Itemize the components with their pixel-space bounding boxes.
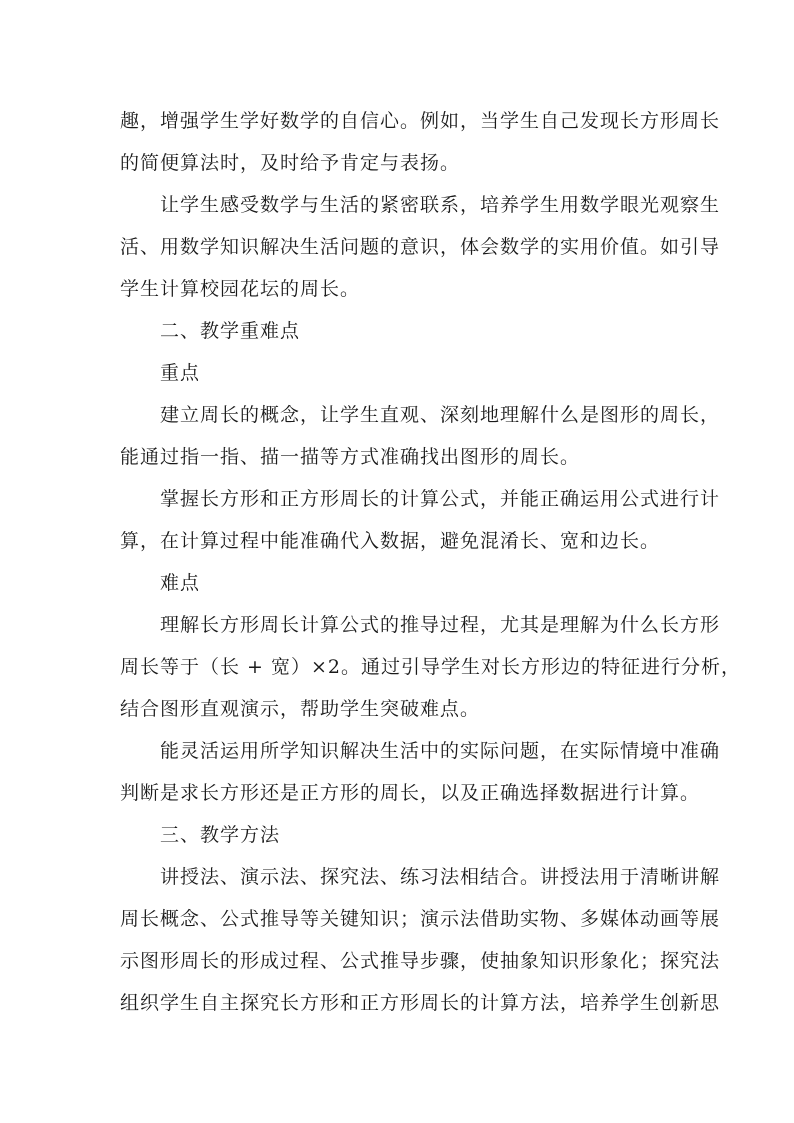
text-line: 建立周长的概念，让学生直观、深刻地理解什么是图形的周长，: [160, 404, 721, 426]
text-line: 周长概念、公式推导等关键知识；演示法借助实物、多媒体动画等展: [120, 908, 721, 930]
text-line: 让学生感受数学与生活的紧密联系，培养学生用数学眼光观察生: [160, 194, 721, 216]
text-line: 学生计算校园花坛的周长。: [120, 278, 361, 300]
text-line: 掌握长方形和正方形周长的计算公式，并能正确运用公式进行计: [160, 488, 721, 510]
subheading-difficult-points: [120, 562, 690, 604]
subheading-key-points: [120, 352, 690, 394]
subheading-text: 重点: [160, 362, 201, 384]
section-heading-teaching-methods: [120, 814, 690, 856]
section-heading-key-difficult-points: [120, 310, 690, 352]
paragraph-real-life-application: [120, 730, 721, 814]
heading-text: 二、教学重难点: [160, 320, 301, 342]
text-line: 活、用数学知识解决生活问题的意识，体会数学的实用价值。如引导: [120, 236, 721, 258]
text-line: 结合图形直观演示，帮助学生突破难点。: [120, 698, 481, 720]
paragraph-teaching-methods: [120, 856, 721, 1024]
paragraph-formula-derivation: [120, 604, 742, 730]
subheading-text: 难点: [160, 572, 201, 594]
text-line: 算，在计算过程中能准确代入数据，避免混淆长、宽和边长。: [120, 530, 661, 552]
heading-text: 三、教学方法: [160, 824, 281, 846]
text-line: 判断是求长方形还是正方形的周长，以及正确选择数据进行计算。: [120, 782, 701, 804]
text-line: 示图形周长的形成过程、公式推导步骤，使抽象知识形象化；探究法: [120, 950, 721, 972]
text-line: 理解长方形周长计算公式的推导过程，尤其是理解为什么长方形: [160, 614, 721, 636]
paragraph-perimeter-concept: [120, 394, 721, 478]
text-line: 讲授法、演示法、探究法、练习法相结合。讲授法用于清晰讲解: [160, 866, 721, 888]
text-line: 组织学生自主探究长方形和正方形周长的计算方法，培养学生创新思: [120, 992, 721, 1014]
paragraph-formula-mastery: [120, 478, 721, 562]
text-line: 能灵活运用所学知识解决生活中的实际问题，在实际情境中准确: [160, 740, 721, 762]
text-line: 能通过指一指、描一描等方式准确找出图形的周长。: [120, 446, 581, 468]
text-line: 的简便算法时，及时给予肯定与表扬。: [120, 152, 461, 174]
text-line: 周长等于（长 + 宽）×2。通过引导学生对长方形边的特征进行分析，: [120, 656, 742, 678]
paragraph-life-connection: [120, 184, 721, 310]
text-line: 趣，增强学生学好数学的自信心。例如，当学生自己发现长方形周长: [120, 110, 721, 132]
paragraph-continued-intro: [120, 100, 721, 184]
document-body: [120, 100, 742, 1024]
